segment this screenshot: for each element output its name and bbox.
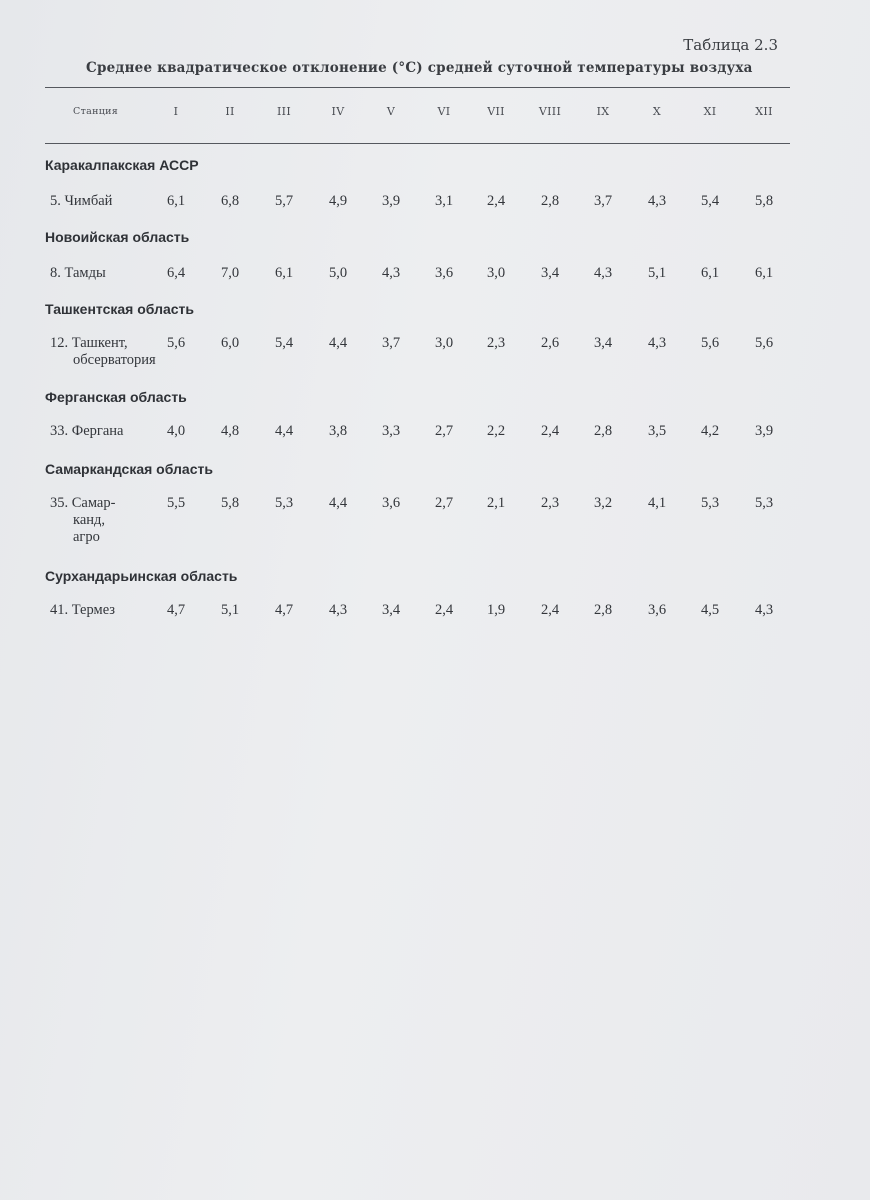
header-month-4: IV: [331, 105, 345, 118]
table-header-rule: [45, 143, 790, 144]
table-top-rule: [45, 87, 790, 88]
table-cell-VI: 2,7: [434, 495, 454, 511]
table-cell-II: 6,0: [220, 335, 240, 351]
table-cell-III: 5,4: [274, 335, 294, 351]
station-name: [50, 265, 106, 282]
table-number: Таблица 2.3: [683, 36, 778, 54]
station-name: [50, 423, 123, 440]
table-cell-III: 4,4: [274, 423, 294, 439]
station-name: [50, 335, 156, 369]
region-heading: Сурхандарьинская область: [45, 568, 238, 584]
table-cell-IV: 3,8: [328, 423, 348, 439]
region-heading: Самаркандская область: [45, 461, 213, 477]
station-name: [50, 495, 115, 546]
table-cell-X: 5,1: [647, 265, 667, 281]
table-cell-VII: 1,9: [486, 602, 506, 618]
table-cell-VIII: 2,8: [540, 193, 560, 209]
table-cell-X: 4,3: [647, 193, 667, 209]
table-cell-XII: 5,3: [754, 495, 774, 511]
table-cell-VIII: 3,4: [540, 265, 560, 281]
table-cell-XII: 6,1: [754, 265, 774, 281]
table-cell-II: 5,8: [220, 495, 240, 511]
table-cell-X: 3,6: [647, 602, 667, 618]
table-cell-V: 3,4: [381, 602, 401, 618]
station-name: [50, 193, 112, 210]
station-name-line: 35. Самар-: [50, 495, 116, 511]
region-heading: Ферганская область: [45, 389, 187, 405]
table-cell-II: 4,8: [220, 423, 240, 439]
table-cell-VII: 3,0: [486, 265, 506, 281]
region-heading: Каракалпакская АССР: [45, 157, 199, 173]
station-name-line: агро: [73, 529, 100, 545]
table-cell-VIII: 2,3: [540, 495, 560, 511]
table-cell-I: 5,6: [166, 335, 186, 351]
header-station: Станция: [73, 106, 119, 117]
table-cell-X: 3,5: [647, 423, 667, 439]
table-cell-I: 6,4: [166, 265, 186, 281]
header-month-8: VIII: [538, 105, 562, 118]
header-month-11: XI: [703, 105, 717, 118]
header-month-10: X: [652, 105, 662, 118]
table-cell-IX: 4,3: [593, 265, 613, 281]
header-month-6: VI: [437, 105, 451, 118]
header-month-5: V: [386, 105, 396, 118]
header-month-3: III: [277, 105, 291, 118]
table-cell-XII: 5,6: [754, 335, 774, 351]
station-name-line: 5. Чимбай: [50, 193, 113, 209]
table-cell-X: 4,3: [647, 335, 667, 351]
table-cell-VIII: 2,4: [540, 602, 560, 618]
table-cell-VI: 3,6: [434, 265, 454, 281]
table-cell-IX: 2,8: [593, 423, 613, 439]
header-month-2: II: [225, 105, 235, 118]
region-heading: Новоийская область: [45, 229, 190, 245]
station-name-line: 33. Фергана: [50, 423, 124, 439]
station-name-line: обсерватория: [73, 352, 156, 368]
table-cell-VII: 2,1: [486, 495, 506, 511]
region-heading: Ташкентская область: [45, 301, 194, 317]
table-cell-XI: 6,1: [700, 265, 720, 281]
table-cell-VI: 2,4: [434, 602, 454, 618]
table-cell-I: 6,1: [166, 193, 186, 209]
table-cell-XI: 4,5: [700, 602, 720, 618]
table-cell-VIII: 2,4: [540, 423, 560, 439]
table-cell-XII: 3,9: [754, 423, 774, 439]
table-cell-II: 5,1: [220, 602, 240, 618]
table-cell-V: 3,3: [381, 423, 401, 439]
table-cell-VII: 2,3: [486, 335, 506, 351]
table-cell-III: 4,7: [274, 602, 294, 618]
table-cell-X: 4,1: [647, 495, 667, 511]
table-title: Среднее квадратическое отклонение (°С) средней суточной температуры воздуха: [86, 60, 753, 76]
table-cell-II: 7,0: [220, 265, 240, 281]
table-cell-IX: 3,7: [593, 193, 613, 209]
table-cell-XII: 5,8: [754, 193, 774, 209]
station-name-line: 41. Термез: [50, 602, 116, 618]
table-cell-VII: 2,4: [486, 193, 506, 209]
header-month-7: VII: [487, 105, 505, 118]
table-cell-VII: 2,2: [486, 423, 506, 439]
header-month-1: I: [173, 105, 179, 118]
station-name-line: 8. Тамды: [50, 265, 106, 281]
header-month-9: IX: [596, 105, 610, 118]
table-cell-IV: 4,3: [328, 602, 348, 618]
table-cell-V: 4,3: [381, 265, 401, 281]
table-cell-VI: 2,7: [434, 423, 454, 439]
station-name: [50, 602, 115, 619]
station-name-line: 12. Ташкент,: [50, 335, 128, 351]
table-cell-XI: 4,2: [700, 423, 720, 439]
table-cell-XI: 5,3: [700, 495, 720, 511]
table-cell-IV: 4,4: [328, 495, 348, 511]
table-cell-VI: 3,1: [434, 193, 454, 209]
table-cell-XII: 4,3: [754, 602, 774, 618]
table-cell-III: 5,7: [274, 193, 294, 209]
table-cell-IX: 3,2: [593, 495, 613, 511]
table-cell-VI: 3,0: [434, 335, 454, 351]
table-cell-VIII: 2,6: [540, 335, 560, 351]
station-name-line: канд,: [73, 512, 106, 528]
table-cell-I: 4,0: [166, 423, 186, 439]
table-cell-IV: 5,0: [328, 265, 348, 281]
table-cell-IV: 4,4: [328, 335, 348, 351]
table-cell-III: 5,3: [274, 495, 294, 511]
table-cell-III: 6,1: [274, 265, 294, 281]
table-cell-IX: 2,8: [593, 602, 613, 618]
header-month-12: XII: [755, 105, 773, 118]
table-cell-XI: 5,6: [700, 335, 720, 351]
table-cell-II: 6,8: [220, 193, 240, 209]
table-cell-V: 3,9: [381, 193, 401, 209]
table-cell-I: 4,7: [166, 602, 186, 618]
table-cell-IV: 4,9: [328, 193, 348, 209]
table-cell-XI: 5,4: [700, 193, 720, 209]
table-cell-I: 5,5: [166, 495, 186, 511]
table-cell-V: 3,7: [381, 335, 401, 351]
table-cell-V: 3,6: [381, 495, 401, 511]
table-cell-IX: 3,4: [593, 335, 613, 351]
